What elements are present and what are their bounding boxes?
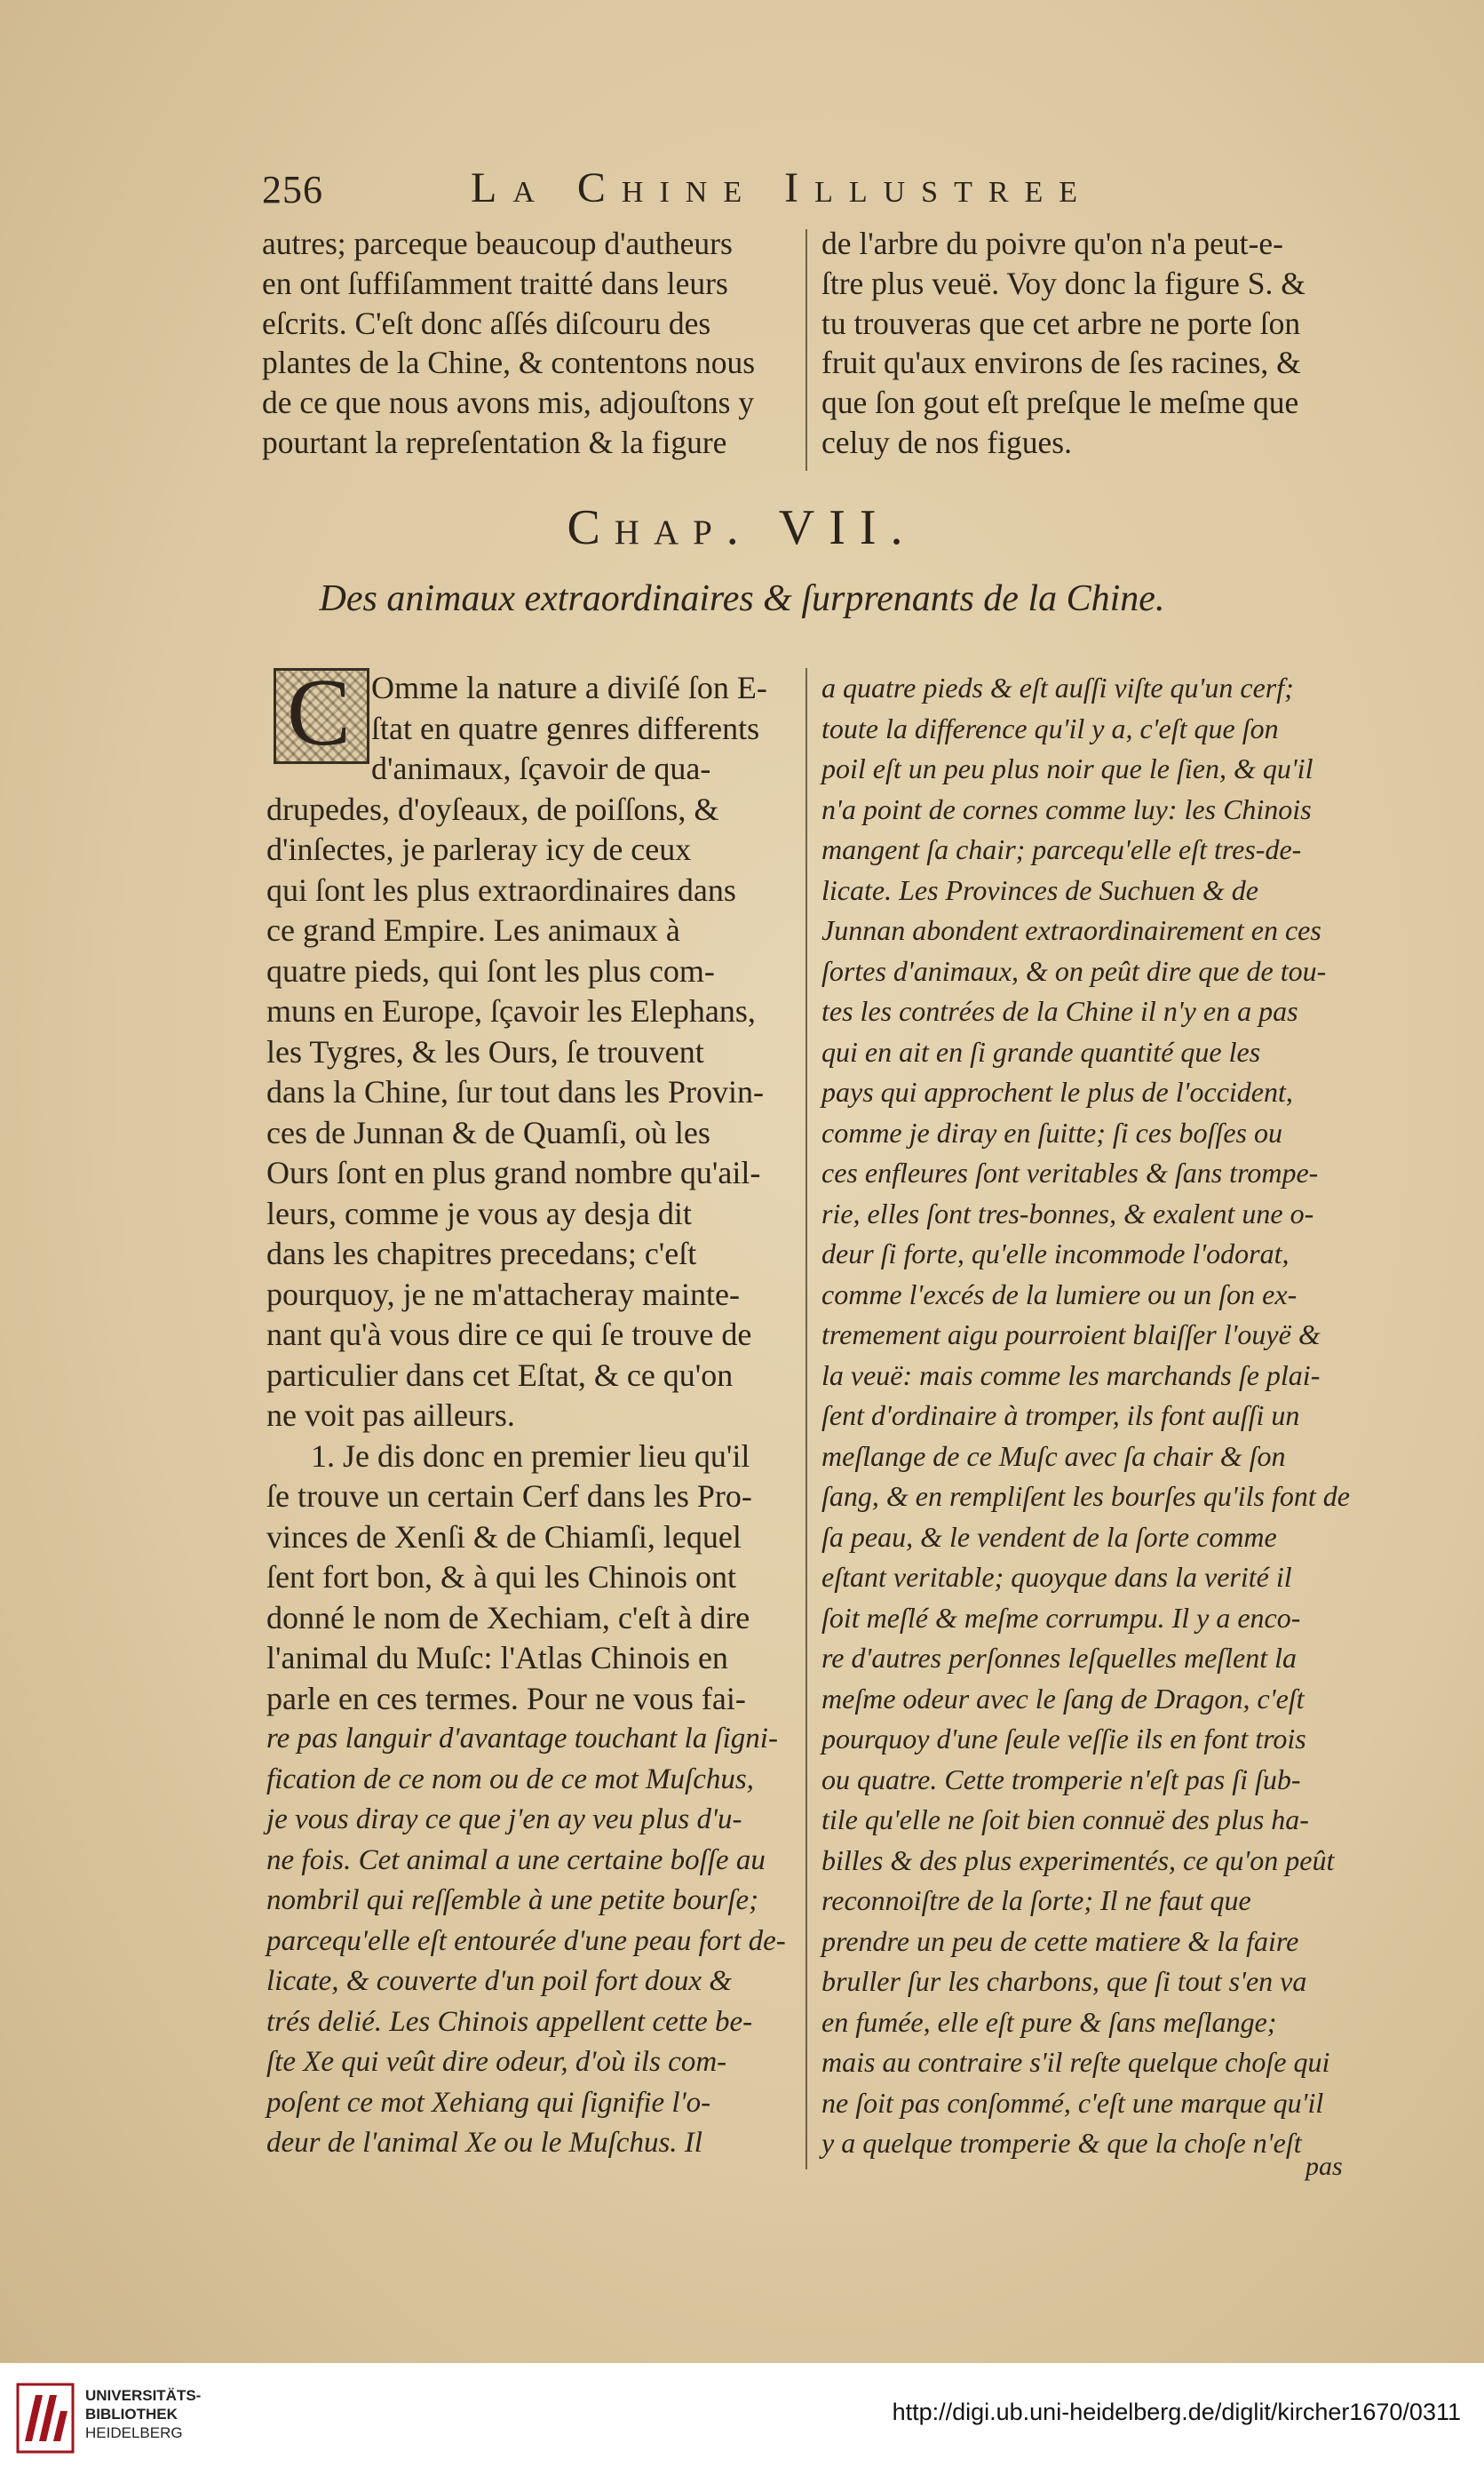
- text-line: quatre pieds, qui ſont les plus com-: [266, 952, 715, 989]
- text-line: donné le nom de Xechiam, c'eſt à dire: [266, 1599, 750, 1635]
- text-line: Ours ſont en plus grand nombre qu'ail-: [266, 1155, 761, 1190]
- text-line: y a quelque tromperie & que la choſe n'eſt: [821, 2127, 1302, 2159]
- text-line: de l'arbre du poivre qu'on n'a peut-e-: [821, 226, 1283, 261]
- chapter-title: Chap. VII.: [567, 500, 917, 555]
- library-name: [85, 2386, 201, 2442]
- text-line: ſortes d'animaux, & on peût dire que de tou-: [821, 954, 1327, 987]
- text-line: fruit qu'aux environs de ſes racines, &: [821, 345, 1301, 381]
- text-line: pourquoy, je ne m'attacheray mainte-: [266, 1276, 740, 1312]
- text-line: ſent fort bon, & à qui les Chinois ont: [266, 1559, 736, 1595]
- text-line: ſte Xe qui veût dire odeur, d'où ils com-: [266, 2046, 727, 2078]
- viewer-footer: [0, 2363, 1484, 2467]
- text-line: en ont ſuffiſamment traitté dans leurs: [262, 265, 728, 301]
- text-line: je vous diray ce que j'en ay veu plus d'u-: [266, 1803, 742, 1835]
- text-line: plantes de la Chine, & contentons nous: [262, 345, 756, 381]
- text-line: de ce que nous avons mis, adjouſtons y: [262, 385, 755, 421]
- text-line: drupedes, d'oyſeaux, de poiſſons, &: [266, 791, 719, 827]
- text-line: trés delié. Les Chinois appellent cette be-: [266, 2005, 753, 2038]
- text-line: ſoit meſlé & meſme corrumpu. Il y a enco-: [821, 1601, 1301, 1634]
- text-line: pays qui approchent le plus de l'occident,: [821, 1076, 1293, 1108]
- text-line: prendre un peu de cette matiere & la faire: [821, 1924, 1299, 1957]
- drop-cap-letter: C: [287, 660, 352, 766]
- text-line: particulier dans cet Eſtat, & ce qu'on: [266, 1357, 734, 1393]
- text-line: deur de l'animal Xe ou le Muſchus. Il: [266, 2127, 702, 2159]
- text-line: mais au contraire s'il reſte quelque choſe qui: [821, 2046, 1330, 2078]
- page-number: 256: [262, 168, 323, 211]
- top-right-column: [821, 224, 1305, 463]
- text-line: eſtant veritable; quoyque dans la verité il: [821, 1561, 1292, 1593]
- text-line: billes & des plus experimentés, ce qu'on peût: [821, 1843, 1335, 1876]
- text-line: ou quatre. Cette tromperie n'eſt pas ſi ſub-: [821, 1763, 1301, 1795]
- text-line: licate. Les Provinces de Suchuen & de: [821, 873, 1258, 906]
- catchword: pas: [1305, 2152, 1343, 2181]
- text-line: en fumée, elle eſt pure & ſans meſlange;: [821, 2005, 1277, 2038]
- text-line: rie, elles ſont tres-bonnes, & exalent une o-: [821, 1197, 1314, 1230]
- text-line: mangent ſa chair; parcequ'elle eſt tres-de-: [821, 833, 1302, 865]
- column-divider: [805, 229, 807, 471]
- library-name-line: BIBLIOTHEK: [85, 2406, 178, 2423]
- page-header: [262, 160, 1363, 222]
- university-library-logo-icon: [16, 2383, 75, 2454]
- text-line: ſent d'ordinaire à tromper, ils font auſſi un: [821, 1399, 1300, 1431]
- text-line: muns en Europe, ſçavoir les Elephans,: [266, 993, 756, 1029]
- running-title: La Chine Illustree: [471, 164, 1094, 211]
- text-line: meſme odeur avec le ſang de Dragon, c'eſt: [821, 1682, 1305, 1715]
- text-line: ſe trouve un certain Cerf dans les Pro-: [266, 1478, 752, 1514]
- left-body-column: [266, 668, 786, 2164]
- text-line: parcequ'elle eſt entourée d'une peau fort de-: [266, 1924, 786, 1957]
- text-line: 1. Je dis donc en premier lieu qu'il: [311, 1437, 750, 1474]
- text-line: ces enfleures ſont veritables & ſans trompe-: [821, 1157, 1319, 1189]
- text-line: celuy de nos figues.: [821, 424, 1072, 460]
- text-line: bruller ſur les charbons, que ſi tout s'en va: [821, 1965, 1307, 1997]
- text-line: pourtant la repreſentation & la figure: [262, 424, 727, 460]
- text-line: tes les contrées de la Chine il n'y en a pas: [821, 995, 1298, 1027]
- top-left-column: [262, 224, 755, 463]
- text-line: ne voit pas ailleurs.: [266, 1397, 515, 1433]
- text-line: pourquoy d'une ſeule veſſie ils en font trois: [821, 1723, 1306, 1755]
- text-line: dans les chapitres precedans; c'eſt: [266, 1236, 697, 1271]
- text-line: tile qu'elle ne ſoit bien connuë des plus ha-: [821, 1803, 1309, 1835]
- text-line: d'animaux, ſçavoir de qua-: [371, 751, 711, 786]
- permalink-url[interactable]: http://digi.ub.uni-heidelberg.de/diglit/kircher1670/0311: [892, 2399, 1461, 2425]
- text-line: ne fois. Cet animal a une certaine boſſe au: [266, 1843, 766, 1876]
- text-line: ſtre plus veuë. Voy donc la figure S. &: [821, 265, 1305, 301]
- text-line: reconnoiſtre de la ſorte; Il ne faut que: [821, 1884, 1251, 1916]
- library-name-line: UNIVERSITÄTS-: [85, 2387, 202, 2404]
- column-divider: [805, 668, 807, 2169]
- text-line: les Tygres, & les Ours, ſe trouvent: [266, 1033, 704, 1070]
- text-line: poil eſt un peu plus noir que le ſien, & qu'il: [821, 752, 1313, 784]
- text-line: tu trouveras que cet arbre ne porte ſon: [821, 305, 1301, 341]
- text-line: licate, & couverte d'un poil fort doux &: [266, 1965, 732, 1997]
- text-line: ſa peau, & le vendent de la ſorte comme: [821, 1520, 1277, 1553]
- text-line: toute la difference qu'il y a, c'eſt que ſon: [821, 712, 1279, 744]
- text-line: autres; parceque beaucoup d'autheurs: [262, 226, 733, 261]
- text-line: que ſon gout eſt preſque le meſme que: [821, 385, 1299, 421]
- text-line: nant qu'à vous dire ce qui ſe trouve de: [266, 1317, 752, 1352]
- text-line: dans la Chine, ſur tout dans les Provin-: [266, 1074, 764, 1110]
- text-line: ne ſoit pas conſommé, c'eſt une marque qu'il: [821, 2086, 1324, 2119]
- text-line: a quatre pieds & eſt auſſi viſte qu'un cerf;: [821, 672, 1294, 704]
- text-line: parle en ces termes. Pour ne vous fai-: [266, 1680, 746, 1716]
- library-name-line: HEIDELBERG: [85, 2424, 183, 2441]
- text-line: d'inſectes, je parleray icy de ceux: [266, 832, 692, 867]
- text-line: comme l'excés de la lumiere ou un ſon ex-: [821, 1277, 1298, 1310]
- text-line: la veuë: mais comme les marchands ſe plai-: [821, 1358, 1321, 1391]
- text-line: Omme la nature a diviſé ſon E-: [371, 670, 767, 705]
- text-line: ſtat en quatre genres differents: [371, 710, 760, 746]
- right-body-column: [821, 668, 1350, 2164]
- text-line: leurs, comme je vous ay desja dit: [266, 1195, 692, 1231]
- text-line: ces de Junnan & de Quamſi, où les: [266, 1114, 710, 1150]
- text-line: tremement aigu pourroient blaiſſer l'ouyë &: [821, 1318, 1321, 1350]
- text-line: n'a point de cornes comme luy: les Chinois: [821, 792, 1312, 825]
- chapter-subtitle: Des animaux extraordinaires & ſurprenants de la Chine.: [319, 578, 1165, 619]
- text-line: Junnan abondent extraordinairement en ces: [821, 914, 1321, 946]
- text-line: l'animal du Muſc: l'Atlas Chinois en: [266, 1640, 728, 1675]
- text-line: poſent ce mot Xehiang qui ſignifie l'o-: [266, 2086, 711, 2119]
- text-line: eſcrits. C'eſt donc aſſés diſcouru des: [262, 305, 711, 341]
- text-line: deur ſi forte, qu'elle incommode l'odorat,: [821, 1237, 1290, 1269]
- text-line: ce grand Empire. Les animaux à: [266, 912, 680, 948]
- text-line: re d'autres perſonnes leſquelles meſlent la: [821, 1642, 1298, 1674]
- text-line: qui en ait en ſi grande quantité que les: [821, 1035, 1261, 1068]
- text-line: qui ſont les plus extraordinaires dans: [266, 871, 736, 908]
- text-line: fication de ce nom ou de ce mot Muſchus,: [266, 1763, 754, 1795]
- text-line: meſlange de ce Muſc avec ſa chair & ſon: [821, 1439, 1286, 1472]
- text-line: re pas languir d'avantage touchant la ſigni-: [266, 1723, 778, 1755]
- text-line: comme je diray en ſuitte; ſi ces boſſes ou: [821, 1116, 1282, 1149]
- text-line: nombril qui reſſemble à une petite bourſe;: [266, 1884, 759, 1916]
- text-line: vinces de Xenſi & de Chiamſi, lequel: [266, 1518, 742, 1555]
- text-line: ſang, & en rempliſent les bourſes qu'ils font de: [821, 1480, 1350, 1512]
